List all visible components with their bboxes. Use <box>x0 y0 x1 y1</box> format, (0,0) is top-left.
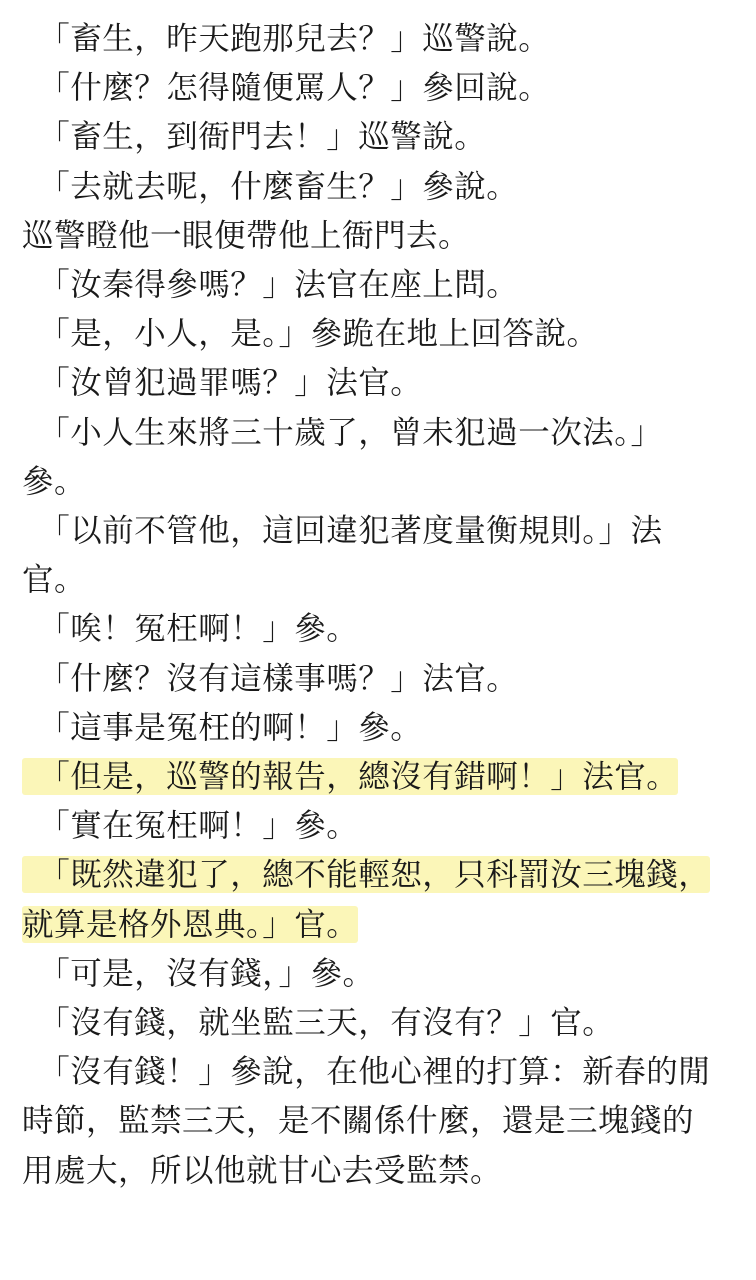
text-line: 參。 <box>22 463 87 499</box>
highlighted-text-line[interactable]: 「既然違犯了，總不能輕恕，只科罰汝三塊錢， <box>22 857 711 893</box>
text-line: 用處大，所以他就甘心去受監禁。 <box>22 1152 503 1188</box>
text-line: 「什麼？沒有這樣事嗎？」法官。 <box>22 660 519 696</box>
text-line: 「畜生，昨天跑那兒去？」巡警說。 <box>22 21 551 56</box>
text-line: 「可是，沒有錢，」參。 <box>22 955 375 991</box>
text-line: 「汝秦得參嗎？」法官在座上問。 <box>22 267 519 303</box>
text-line: 「以前不管他，這回違犯著度量衡規則。」法 <box>22 513 663 549</box>
document-body <box>22 14 734 1195</box>
text-line: 時節，監禁三天，是不關係什麼，還是三塊錢的 <box>22 1103 695 1139</box>
text-line: 「汝曾犯過罪嗎？」法官。 <box>22 365 423 401</box>
text-line: 「小人生來將三十歲了，曾未犯過一次法。」 <box>22 414 663 450</box>
text-line: 「唉！冤枉啊！」參。 <box>22 611 359 647</box>
text-line: 官。 <box>22 562 87 598</box>
text-line: 「實在冤枉啊！」參。 <box>22 808 359 844</box>
text-line: 「這事是冤枉的啊！」參。 <box>22 709 423 745</box>
highlighted-text-line[interactable]: 就算是格外恩典。」官。 <box>22 906 359 942</box>
text-line: 「沒有錢，就坐監三天，有沒有？」官。 <box>22 1005 615 1041</box>
text-line: 「畜生，到衙門去！」巡警說。 <box>22 119 487 155</box>
highlighted-text-line[interactable]: 「但是，巡警的報告，總沒有錯啊！」法官。 <box>22 759 679 795</box>
text-line: 「沒有錢！」參說，在他心裡的打算：新春的閒 <box>22 1054 711 1090</box>
text-line: 巡警瞪他一眼便帶他上衙門去。 <box>22 217 471 253</box>
text-line: 「什麼？怎得隨便罵人？」參回說。 <box>22 70 551 106</box>
text-line: 「是，小人，是。」參跪在地上回答說。 <box>22 316 599 352</box>
text-line: 「去就去呢，什麼畜生？」參說。 <box>22 168 519 204</box>
